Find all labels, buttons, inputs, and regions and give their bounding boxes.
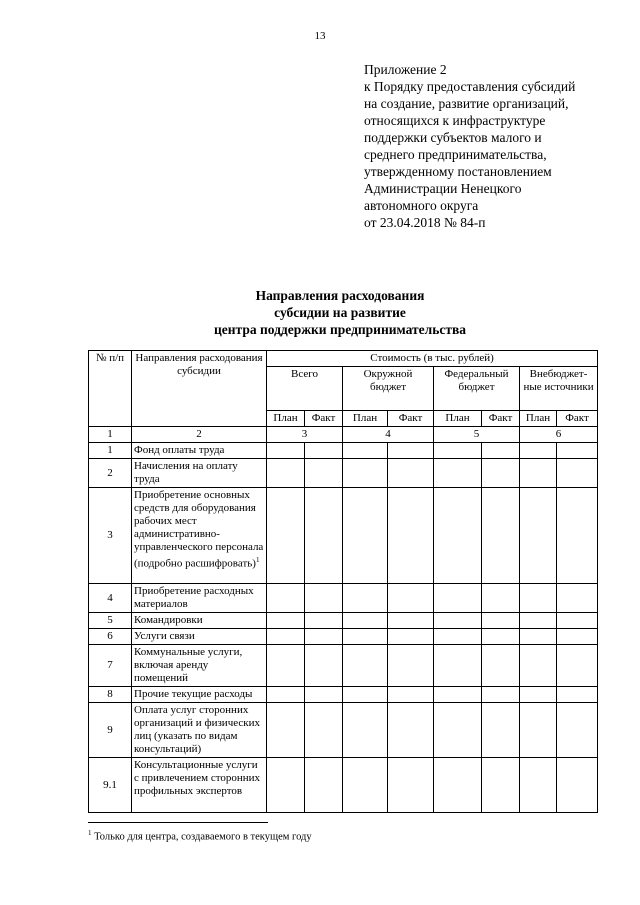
value-cell bbox=[482, 703, 520, 758]
title-line: Направления расходования bbox=[255, 288, 425, 303]
row-number: 2 bbox=[89, 459, 132, 488]
value-cell bbox=[388, 443, 434, 459]
value-cell bbox=[305, 584, 343, 613]
appendix-line: на создание, развитие организаций, bbox=[364, 96, 569, 111]
value-cell bbox=[267, 645, 305, 687]
row-direction-cell bbox=[132, 584, 267, 613]
header-regional: Окружной бюджет bbox=[343, 367, 434, 411]
value-cell bbox=[557, 613, 598, 629]
row-direction-cell bbox=[132, 459, 267, 488]
table-row bbox=[89, 645, 598, 687]
header-fact: Факт bbox=[305, 411, 343, 427]
value-cell bbox=[305, 629, 343, 645]
row-number: 5 bbox=[89, 613, 132, 629]
value-cell bbox=[305, 687, 343, 703]
value-cell bbox=[343, 758, 388, 813]
value-cell bbox=[520, 584, 557, 613]
value-cell bbox=[434, 758, 482, 813]
row-direction: Услуги связи bbox=[134, 630, 195, 642]
header-direction: Направления расходования субсидии bbox=[132, 351, 267, 427]
value-cell bbox=[434, 645, 482, 687]
row-direction-cell bbox=[132, 613, 267, 629]
value-cell bbox=[388, 459, 434, 488]
title-line: субсидии на развитие bbox=[274, 305, 406, 320]
table-row bbox=[89, 758, 598, 813]
value-cell bbox=[343, 703, 388, 758]
value-cell bbox=[305, 703, 343, 758]
value-cell bbox=[388, 584, 434, 613]
row-number: 3 bbox=[89, 488, 132, 584]
value-cell bbox=[388, 645, 434, 687]
row-direction: Прочие текущие расходы bbox=[134, 688, 253, 700]
header-cost: Стоимость (в тыс. рублей) bbox=[267, 351, 598, 367]
table-row bbox=[89, 629, 598, 645]
index-cell: 4 bbox=[343, 427, 434, 443]
index-cell: 1 bbox=[89, 427, 132, 443]
value-cell bbox=[557, 488, 598, 584]
value-cell bbox=[267, 613, 305, 629]
row-direction: Начисления на оплату труда bbox=[134, 460, 238, 485]
header-plan: План bbox=[520, 411, 557, 427]
footnote-rule bbox=[88, 822, 268, 823]
value-cell bbox=[305, 758, 343, 813]
value-cell bbox=[482, 443, 520, 459]
value-cell bbox=[482, 459, 520, 488]
row-direction-cell bbox=[132, 443, 267, 459]
value-cell bbox=[557, 703, 598, 758]
row-direction: Приобретение расходных материалов bbox=[134, 585, 254, 610]
row-direction-cell bbox=[132, 488, 267, 584]
row-number: 4 bbox=[89, 584, 132, 613]
row-number: 6 bbox=[89, 629, 132, 645]
row-number: 8 bbox=[89, 687, 132, 703]
table-row bbox=[89, 443, 598, 459]
value-cell bbox=[343, 645, 388, 687]
appendix-line: поддержки субъектов малого и bbox=[364, 130, 542, 145]
value-cell bbox=[434, 613, 482, 629]
appendix-line: Приложение 2 bbox=[364, 62, 447, 77]
appendix-line: от 23.04.2018 № 84-п bbox=[364, 215, 486, 230]
appendix-line: к Порядку предоставления субсидий bbox=[364, 79, 576, 94]
value-cell bbox=[305, 645, 343, 687]
row-direction: Командировки bbox=[134, 614, 203, 626]
row-number: 1 bbox=[89, 443, 132, 459]
table-row bbox=[89, 584, 598, 613]
value-cell bbox=[343, 459, 388, 488]
value-cell bbox=[557, 443, 598, 459]
value-cell bbox=[434, 703, 482, 758]
value-cell bbox=[388, 703, 434, 758]
value-cell bbox=[520, 687, 557, 703]
appendix-line: автономного округа bbox=[364, 198, 479, 213]
footnote-mark: 1 bbox=[88, 829, 92, 837]
document-title bbox=[0, 287, 640, 338]
header-fact: Факт bbox=[482, 411, 520, 427]
value-cell bbox=[434, 584, 482, 613]
row-direction: Консультационные услуги с привлечением сторонних профильных экспертов bbox=[134, 759, 261, 797]
value-cell bbox=[343, 584, 388, 613]
value-cell bbox=[557, 758, 598, 813]
value-cell bbox=[520, 459, 557, 488]
value-cell bbox=[267, 488, 305, 584]
value-cell bbox=[343, 613, 388, 629]
header-plan: План bbox=[434, 411, 482, 427]
value-cell bbox=[482, 629, 520, 645]
value-cell bbox=[482, 584, 520, 613]
value-cell bbox=[388, 758, 434, 813]
table-row bbox=[89, 613, 598, 629]
value-cell bbox=[557, 584, 598, 613]
appendix-line: относящихся к инфраструктуре bbox=[364, 113, 546, 128]
value-cell bbox=[557, 629, 598, 645]
row-direction-cell bbox=[132, 687, 267, 703]
table-row bbox=[89, 687, 598, 703]
row-direction-cell bbox=[132, 629, 267, 645]
value-cell bbox=[267, 459, 305, 488]
value-cell bbox=[343, 629, 388, 645]
value-cell bbox=[267, 584, 305, 613]
appendix-line: утвержденному постановлением bbox=[364, 164, 552, 179]
footnote-ref: 1 bbox=[255, 556, 260, 564]
value-cell bbox=[267, 687, 305, 703]
value-cell bbox=[520, 703, 557, 758]
appendix-line: среднего предпринимательства, bbox=[364, 147, 547, 162]
table-row bbox=[89, 703, 598, 758]
value-cell bbox=[267, 758, 305, 813]
value-cell bbox=[388, 488, 434, 584]
value-cell bbox=[482, 687, 520, 703]
header-fact: Факт bbox=[388, 411, 434, 427]
header-total: Всего bbox=[267, 367, 343, 411]
value-cell bbox=[482, 758, 520, 813]
header-fact: Факт bbox=[557, 411, 598, 427]
header-extrabudget: Внебюджет-ные источники bbox=[520, 367, 598, 411]
row-number: 9 bbox=[89, 703, 132, 758]
table-row bbox=[89, 488, 598, 584]
value-cell bbox=[434, 459, 482, 488]
row-direction: Оплата услуг сторонних организаций и физических лиц (указать по видам консультаций) bbox=[134, 704, 260, 755]
value-cell bbox=[267, 629, 305, 645]
row-direction-cell bbox=[132, 703, 267, 758]
value-cell bbox=[520, 443, 557, 459]
value-cell bbox=[434, 443, 482, 459]
page-number: 13 bbox=[314, 30, 326, 42]
value-cell bbox=[388, 687, 434, 703]
header-plan: План bbox=[343, 411, 388, 427]
value-cell bbox=[434, 687, 482, 703]
index-cell: 5 bbox=[434, 427, 520, 443]
header-num: № п/п bbox=[89, 351, 132, 427]
row-direction-cell bbox=[132, 758, 267, 813]
value-cell bbox=[557, 687, 598, 703]
row-direction: Приобретение основных средств для оборудования рабочих мест административно-управленческого персонала (подробно расшифровать) bbox=[134, 489, 264, 570]
value-cell bbox=[482, 613, 520, 629]
value-cell bbox=[434, 488, 482, 584]
index-cell: 3 bbox=[267, 427, 343, 443]
value-cell bbox=[520, 758, 557, 813]
value-cell bbox=[520, 629, 557, 645]
value-cell bbox=[557, 459, 598, 488]
value-cell bbox=[343, 488, 388, 584]
value-cell bbox=[557, 645, 598, 687]
row-direction: Коммунальные услуги, включая аренду помещений bbox=[134, 646, 243, 684]
appendix-line: Администрации Ненецкого bbox=[364, 181, 522, 196]
value-cell bbox=[305, 613, 343, 629]
value-cell bbox=[520, 613, 557, 629]
index-cell: 6 bbox=[520, 427, 598, 443]
expenses-table bbox=[88, 350, 598, 813]
title-line: центра поддержки предпринимательства bbox=[213, 322, 467, 337]
value-cell bbox=[305, 459, 343, 488]
value-cell bbox=[267, 703, 305, 758]
header-plan: План bbox=[267, 411, 305, 427]
value-cell bbox=[520, 488, 557, 584]
value-cell bbox=[343, 687, 388, 703]
row-number: 7 bbox=[89, 645, 132, 687]
value-cell bbox=[388, 613, 434, 629]
value-cell bbox=[482, 645, 520, 687]
row-number: 9.1 bbox=[89, 758, 132, 813]
header-federal: Федеральный бюджет bbox=[434, 367, 520, 411]
index-cell: 2 bbox=[132, 427, 267, 443]
value-cell bbox=[434, 629, 482, 645]
row-direction-cell bbox=[132, 645, 267, 687]
value-cell bbox=[305, 488, 343, 584]
value-cell bbox=[267, 443, 305, 459]
footnote bbox=[88, 829, 312, 843]
value-cell bbox=[482, 488, 520, 584]
value-cell bbox=[388, 629, 434, 645]
table-row bbox=[89, 459, 598, 488]
footnote-text: Только для центра, создаваемого в текущем году bbox=[94, 831, 312, 843]
appendix-header bbox=[364, 61, 624, 231]
row-direction: Фонд оплаты труда bbox=[134, 444, 225, 456]
value-cell bbox=[343, 443, 388, 459]
value-cell bbox=[305, 443, 343, 459]
value-cell bbox=[520, 645, 557, 687]
